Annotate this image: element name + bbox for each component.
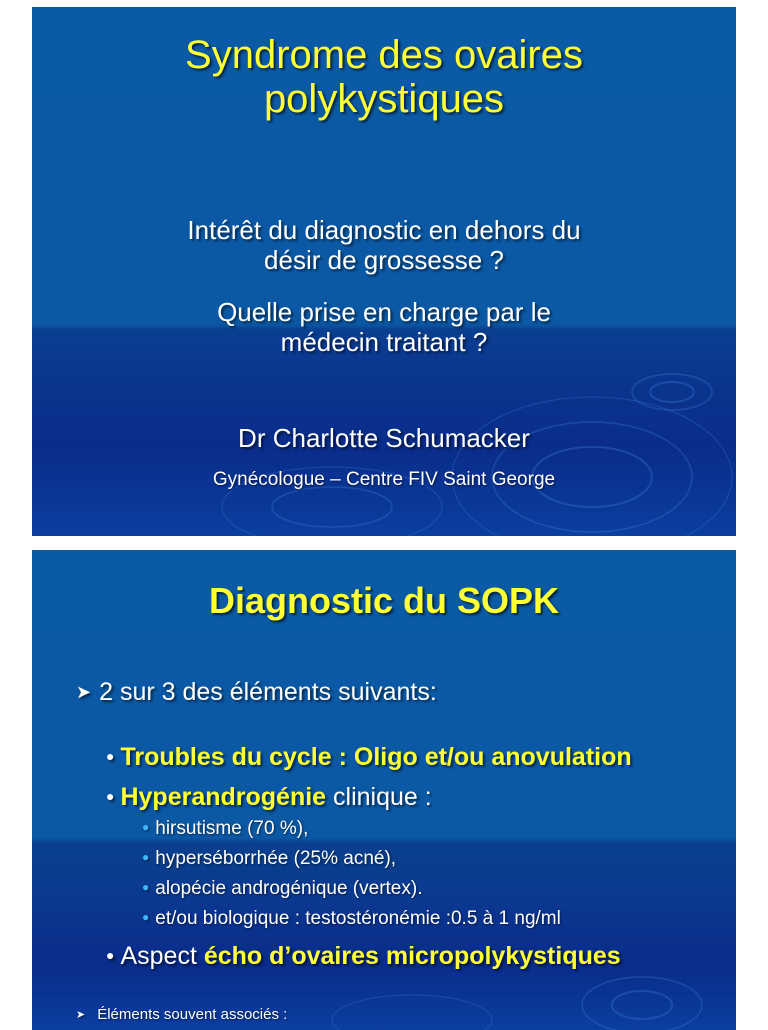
criterion-cycle-disorders: ● Troubles du cycle : Oligo et/ou anovulation: [106, 743, 632, 771]
slide-diagnostic: [32, 550, 736, 1030]
round-dot-icon: ●: [106, 748, 115, 764]
criterion-ultrasound: ● Aspect écho d’ovaires micropolykystiques: [106, 942, 621, 970]
arrowhead-right-icon: ➤: [76, 1009, 86, 1021]
author-name: Dr Charlotte Schumacker: [238, 423, 530, 453]
author-affiliation: Gynécologue – Centre FIV Saint George: [212, 469, 556, 490]
small-dot-icon: ●: [142, 880, 150, 894]
sub-item: ● hirsutisme (70 %),: [142, 818, 309, 839]
round-dot-icon: ●: [106, 788, 115, 804]
intro-item: ➤ 2 sur 3 des éléments suivants:: [76, 678, 437, 706]
sub-item: ● et/ou biologique : testostéronémie :0.5 à 1 ng/ml: [142, 908, 561, 929]
presentation-title: Syndrome des ovaires polykystiques: [185, 33, 583, 121]
sub-item: ● alopécie androgénique (vertex).: [142, 878, 423, 899]
small-dot-icon: ●: [142, 850, 150, 864]
small-dot-icon: ●: [142, 820, 150, 834]
slide-title: [32, 7, 736, 536]
slide-title: Diagnostic du SOPK: [208, 580, 560, 621]
arrowhead-right-icon: ➤: [76, 682, 92, 702]
subtitle-diagnostic-interest: Intérêt du diagnostic en dehors du désir de grossesse ?: [187, 215, 581, 275]
round-dot-icon: ●: [106, 947, 115, 963]
small-dot-icon: ●: [142, 910, 150, 924]
subtitle-gp-management: Quelle prise en charge par le médecin traitant ?: [217, 297, 551, 357]
criterion-hyperandrogenism: ● Hyperandrogénie clinique :: [106, 783, 432, 811]
associated-elements-item: ➤ Éléments souvent associés :: [76, 1006, 288, 1023]
sub-item: ● hyperséborrhée (25% acné),: [142, 848, 397, 869]
